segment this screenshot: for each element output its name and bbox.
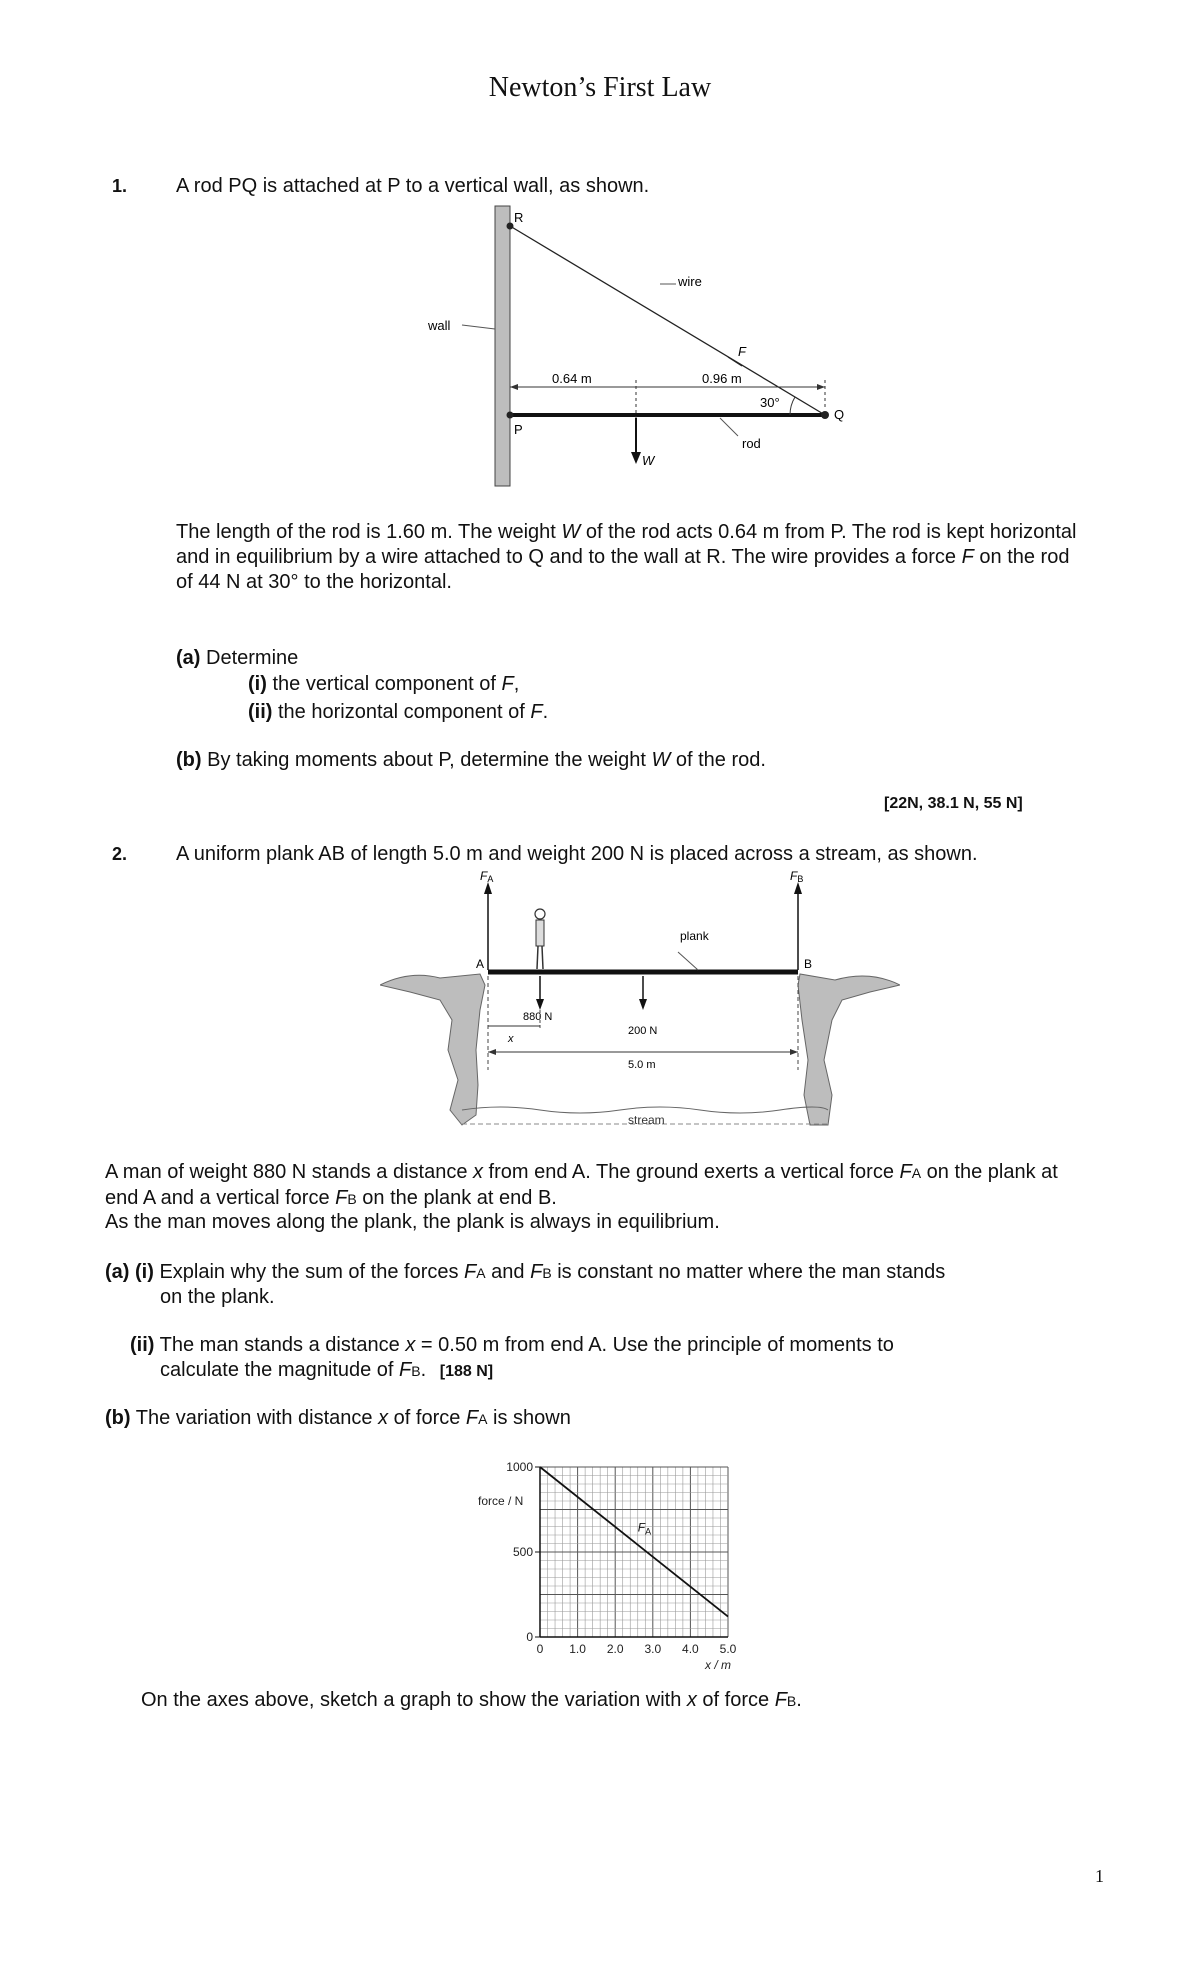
point-q <box>821 411 829 419</box>
x-tick-label: 2.0 <box>606 1642 624 1656</box>
plank-leader <box>678 952 698 970</box>
label-w: W <box>642 453 655 468</box>
label-plank: plank <box>680 929 709 943</box>
q1-part-a-i: (i) the vertical component of F, <box>248 673 520 695</box>
label-p: P <box>514 422 523 437</box>
label-a: A <box>476 957 485 971</box>
y-tick-label: 1000 <box>506 1460 533 1474</box>
page-number: 1 <box>1095 1866 1104 1886</box>
dim-length-arrow-right <box>790 1049 798 1055</box>
q1-part-a: (a) Determine <box>176 647 299 669</box>
label-fb: FB <box>790 870 804 884</box>
q1-part-a-ii: (ii) the horizontal component of F. <box>248 701 549 723</box>
label-rod: rod <box>742 436 761 451</box>
series-label: $F_A$ <box>637 1520 652 1537</box>
x-tick-label: 0 <box>536 1642 544 1656</box>
x-tick-label: 1.0 <box>569 1642 586 1656</box>
dim-arrow-left <box>510 384 518 390</box>
force-distance-chart <box>450 1455 770 1670</box>
q1-answers: [22N, 38.1 N, 55 N] <box>884 795 1023 812</box>
label-f: F <box>738 344 746 359</box>
q2-paragraph-2: As the man moves along the plank, the plank is always in equilibrium. <box>105 1211 720 1233</box>
q2-paragraph-1: A man of weight 880 N stands a distance x from end A. The ground exerts a vertical force FA on the plank at end A and a vertical force FB on the plank at end B. <box>105 1161 1058 1209</box>
question-number: 2. <box>112 844 128 864</box>
left-bank <box>380 974 485 1125</box>
plank-weight-arrowhead <box>639 999 647 1010</box>
label-man-weight: 880 N <box>523 1011 553 1023</box>
q2-part-a-i: (a) (i) Explain why the sum of the forces FA and FB is constant no matter where the man stands <box>105 1261 946 1283</box>
y-tick-label: 500 <box>512 1545 533 1559</box>
label-q: Q <box>834 407 845 422</box>
dim-length-arrow-left <box>488 1049 496 1055</box>
man-weight-arrowhead <box>536 999 544 1010</box>
label-plank-weight: 200 N <box>628 1025 658 1037</box>
y-axis-label: force / N <box>478 1494 524 1508</box>
rod-wall-diagram <box>420 202 850 492</box>
q1-paragraph: The length of the rod is 1.60 m. The weight W of the rod acts 0.64 m from P. The rod is kept horizontal and in equilibrium by a wire attached to Q and to the wall at R. The wire provides a force F on the rod of 44 N at 30° to the horizontal. <box>176 521 1077 593</box>
q2-part-b: (b) The variation with distance x of force FA is shown <box>105 1407 571 1429</box>
man-figure <box>535 909 545 969</box>
q2-aii-answer: [188 N] <box>439 1363 494 1380</box>
label-wall: wall <box>428 318 451 333</box>
label-wire: wire <box>678 274 702 289</box>
question-number: 1. <box>112 176 128 196</box>
plank-stream-diagram <box>380 870 900 1140</box>
angle-arc <box>790 397 795 415</box>
label-b: B <box>804 957 813 971</box>
page-title: Newton’s First Law <box>488 72 712 103</box>
label-length: 5.0 m <box>628 1059 656 1071</box>
q2-final-instruction: On the axes above, sketch a graph to show the variation with x of force FB. <box>141 1689 802 1711</box>
weight-w-arrowhead <box>631 452 641 464</box>
point-p <box>507 412 514 419</box>
q2-part-a-ii-cont: calculate the magnitude of FB. [188 N] <box>160 1359 494 1381</box>
y-tick-label: 0 <box>526 1630 533 1644</box>
dim-arrow-right <box>817 384 825 390</box>
label-x: x <box>508 1033 514 1045</box>
q2-part-a-i-cont: on the plank. <box>160 1286 275 1308</box>
wall <box>495 206 510 486</box>
label-d1: 0.64 m <box>552 371 592 386</box>
question-intro: A rod PQ is attached at P to a vertical wall, as shown. <box>176 175 650 197</box>
q1-part-b: (b) By taking moments about P, determine the weight W of the rod. <box>176 749 766 771</box>
x-tick-label: 4.0 <box>682 1642 699 1656</box>
label-d2: 0.96 m <box>702 371 742 386</box>
x-tick-label: 5.0 <box>719 1642 737 1656</box>
wall-leader <box>462 325 495 329</box>
label-stream: stream <box>628 1113 665 1127</box>
rod-leader <box>720 418 738 436</box>
q2-part-a-ii: (ii) The man stands a distance x = 0.50 m from end A. Use the principle of moments to <box>130 1334 894 1356</box>
x-axis-label: x / m <box>705 1658 731 1670</box>
question-intro: A uniform plank AB of length 5.0 m and weight 200 N is placed across a stream, as shown. <box>176 843 978 865</box>
label-fa: FA <box>480 870 494 884</box>
label-r: R <box>514 210 524 225</box>
label-angle: 30° <box>760 395 780 410</box>
right-bank <box>798 974 900 1125</box>
x-tick-label: 3.0 <box>644 1642 662 1656</box>
